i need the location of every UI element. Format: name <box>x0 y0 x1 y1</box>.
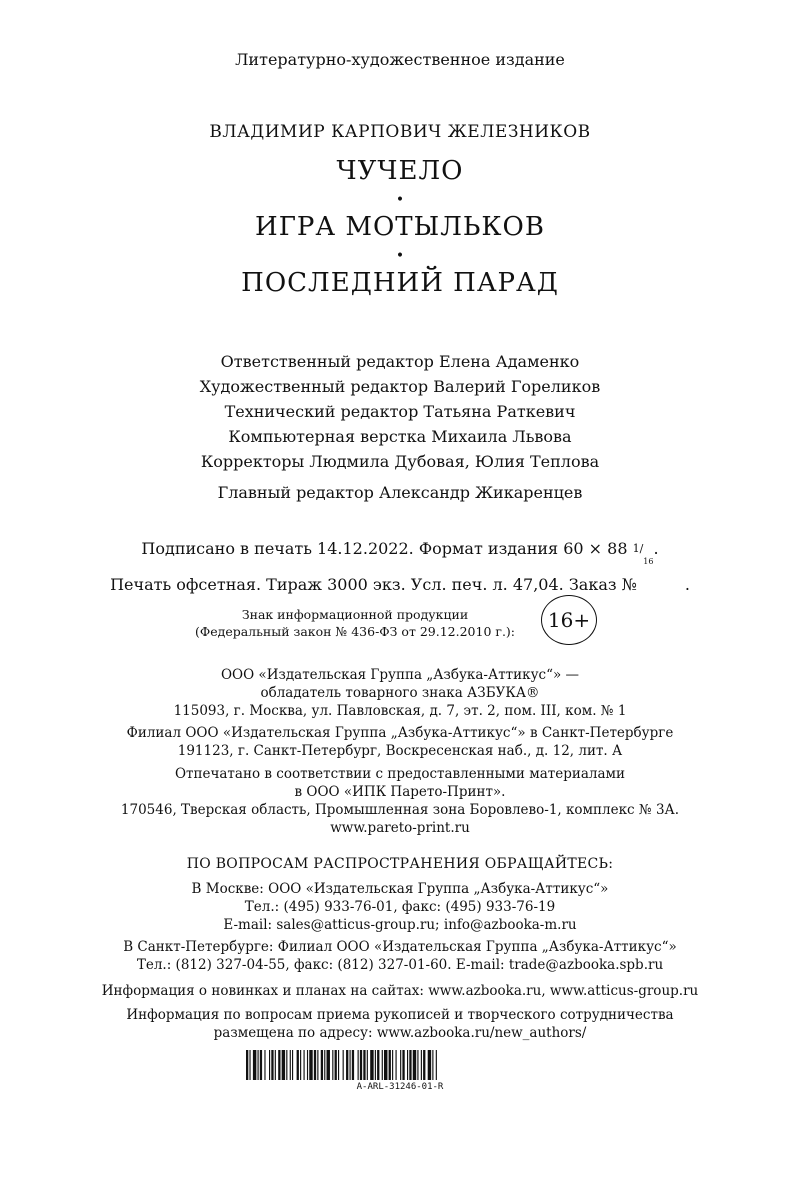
credit-line: Художественный редактор Валерий Гореликов <box>199 377 601 396</box>
barcode-bar <box>258 1050 259 1080</box>
barcode-bar <box>292 1050 293 1080</box>
printer-line: в ООО «ИПК Парето-Принт». <box>294 784 506 800</box>
format-fraction: $1/_{16}$ <box>632 542 654 566</box>
barcode-bar <box>264 1050 265 1080</box>
barcode-bar <box>327 1050 330 1080</box>
title-1: ЧУЧЕЛО <box>336 156 464 186</box>
fraction-numerator: 1 <box>632 542 640 555</box>
printer-line: 170546, Тверская область, Промышленная зона Боровлево-1, комплекс № 3А. <box>120 802 680 818</box>
credit-line: Технический редактор Татьяна Раткевич <box>224 402 576 421</box>
barcode-bar <box>314 1050 316 1080</box>
barcode-bar <box>249 1050 250 1080</box>
age-rating-label <box>180 606 530 640</box>
barcode-bar <box>297 1050 299 1080</box>
barcode-bar <box>421 1050 422 1080</box>
barcode-bar <box>246 1050 248 1080</box>
age-rating-badge: 16+ <box>541 595 597 645</box>
barcode-bar <box>358 1050 359 1080</box>
barcode-bar <box>253 1050 256 1080</box>
title-separator-1: • <box>395 192 405 208</box>
moscow-line: Тел.: (495) 933-76-01, факс: (495) 933-76-19 <box>244 899 556 915</box>
barcode-bar <box>260 1050 262 1080</box>
barcode-bar <box>350 1050 351 1080</box>
barcode-bar <box>402 1050 404 1080</box>
barcode-bar <box>338 1050 339 1080</box>
print-line1-end: . <box>653 539 659 558</box>
barcode-bar <box>278 1050 280 1080</box>
publisher-line: обладатель товарного знака АЗБУКА® <box>260 685 540 701</box>
branch-line: 191123, г. Санкт-Петербург, Воскресенская наб., д. 12, лит. А <box>177 743 623 759</box>
websites-info: Информация о новинках и планах на сайтах: www.azbooka.ru, www.atticus-group.ru <box>101 983 699 999</box>
barcode-bar <box>346 1050 348 1080</box>
print-info <box>0 537 800 596</box>
barcode-bar <box>436 1050 437 1080</box>
credit-line: Корректоры Людмила Дубовая, Юлия Теплова <box>200 452 600 471</box>
barcode-bar <box>282 1050 285 1080</box>
barcode-bar <box>309 1050 312 1080</box>
barcode-bar <box>375 1050 376 1080</box>
author-name: ВЛАДИМИР КАРПОВИЧ ЖЕЛЕЗНИКОВ <box>209 122 591 142</box>
branch-block <box>0 724 800 760</box>
barcode-bar <box>321 1050 323 1080</box>
barcode-bar <box>317 1050 318 1080</box>
publisher-line: ООО «Издательская Группа „Азбука-Аттикус“» — <box>220 667 580 683</box>
fraction-denominator: 16 <box>643 557 654 566</box>
publisher-block <box>0 666 800 720</box>
age-rating-label-line-1: Знак информационной продукции <box>241 607 469 622</box>
print-info-line-1 <box>0 537 800 573</box>
distribution-heading: ПО ВОПРОСАМ РАСПРОСТРАНЕНИЯ ОБРАЩАЙТЕСЬ: <box>186 856 614 872</box>
printer-line: Отпечатано в соответствии с предоставленными материалами <box>174 766 626 782</box>
barcode-bar <box>352 1050 354 1080</box>
spb-contacts <box>0 938 800 974</box>
printer-block <box>0 765 800 837</box>
barcode-bar <box>389 1050 391 1080</box>
barcode-bar <box>432 1050 433 1080</box>
barcode-bar <box>332 1050 333 1080</box>
moscow-line: E-mail: sales@atticus-group.ru; info@azbooka-m.ru <box>223 917 577 933</box>
credits-block <box>0 349 800 474</box>
title-2: ИГРА МОТЫЛЬКОВ <box>255 212 545 242</box>
barcode-bar <box>335 1050 337 1080</box>
barcode-bar <box>407 1050 408 1080</box>
barcode-bar <box>307 1050 308 1080</box>
credit-line: Компьютерная верстка Михаила Львова <box>228 427 572 446</box>
manuscripts-info <box>0 1006 800 1042</box>
barcode-bar <box>271 1050 273 1080</box>
barcode-bar <box>384 1050 387 1080</box>
spb-line: В Санкт-Петербурге: Филиал ООО «Издательская Группа „Азбука-Аттикус“» <box>123 939 677 955</box>
barcode-bar <box>417 1050 418 1080</box>
moscow-contacts <box>0 880 800 934</box>
title-3: ПОСЛЕДНИЙ ПАРАД <box>241 268 559 298</box>
barcode-bar <box>392 1050 393 1080</box>
manuscripts-line: размещена по адресу: www.azbooka.ru/new_authors/ <box>213 1025 587 1041</box>
barcode-bar <box>300 1050 301 1080</box>
barcode-bar <box>286 1050 287 1080</box>
barcode-bar <box>269 1050 270 1080</box>
print-info-line-2 <box>0 573 800 596</box>
barcode-bar <box>363 1050 365 1080</box>
print-run-text: Печать офсетная. Тираж 3000 экз. Усл. печ. л. 47,04. Заказ № <box>110 575 637 594</box>
print-format-text: Подписано в печать 14.12.2022. Формат издания 60 × 88 <box>141 539 633 558</box>
chief-editor: Главный редактор Александр Жикаренцев <box>217 483 583 502</box>
moscow-line: В Москве: ООО «Издательская Группа „Азбука-Аттикус“» <box>191 881 609 897</box>
credit-line: Ответственный редактор Елена Адаменко <box>220 352 580 371</box>
barcode-bar <box>400 1050 401 1080</box>
print-line2-end: . <box>684 575 690 594</box>
barcode-bar <box>428 1050 431 1080</box>
barcode-label: A-ARL-31246-01-R <box>356 1082 444 1092</box>
barcode-bar <box>382 1050 383 1080</box>
printer-website: www.pareto-print.ru <box>330 820 470 836</box>
barcode-bar <box>409 1050 411 1080</box>
barcode-bar <box>304 1050 305 1080</box>
barcode-bar <box>290 1050 291 1080</box>
barcode-bar <box>360 1050 362 1080</box>
barcode-bar <box>396 1050 397 1080</box>
genre-label: Литературно-художественное издание <box>235 50 565 69</box>
barcode-bar <box>275 1050 276 1080</box>
branch-line: Филиал ООО «Издательская Группа „Азбука-Аттикус“» в Санкт-Петербурге <box>126 725 674 741</box>
barcode-bar <box>343 1050 344 1080</box>
publisher-line: 115093, г. Москва, ул. Павловская, д. 7, эт. 2, пом. III, ком. № 1 <box>173 703 627 719</box>
barcode-bar <box>423 1050 425 1080</box>
spb-line: Тел.: (812) 327-04-55, факс: (812) 327-01-60. E-mail: trade@azbooka.spb.ru <box>136 957 664 973</box>
manuscripts-line: Информация по вопросам приема рукописей и творческого сотрудничества <box>126 1007 674 1023</box>
barcode-bar <box>370 1050 373 1080</box>
barcode-bar <box>367 1050 368 1080</box>
title-separator-2: • <box>395 248 405 264</box>
barcode <box>246 1050 562 1080</box>
barcode-bar <box>413 1050 416 1080</box>
age-rating-label-line-2: (Федеральный закон № 436-ФЗ от 29.12.2010 г.): <box>194 624 516 639</box>
barcode-bar <box>377 1050 379 1080</box>
barcode-bar <box>324 1050 325 1080</box>
